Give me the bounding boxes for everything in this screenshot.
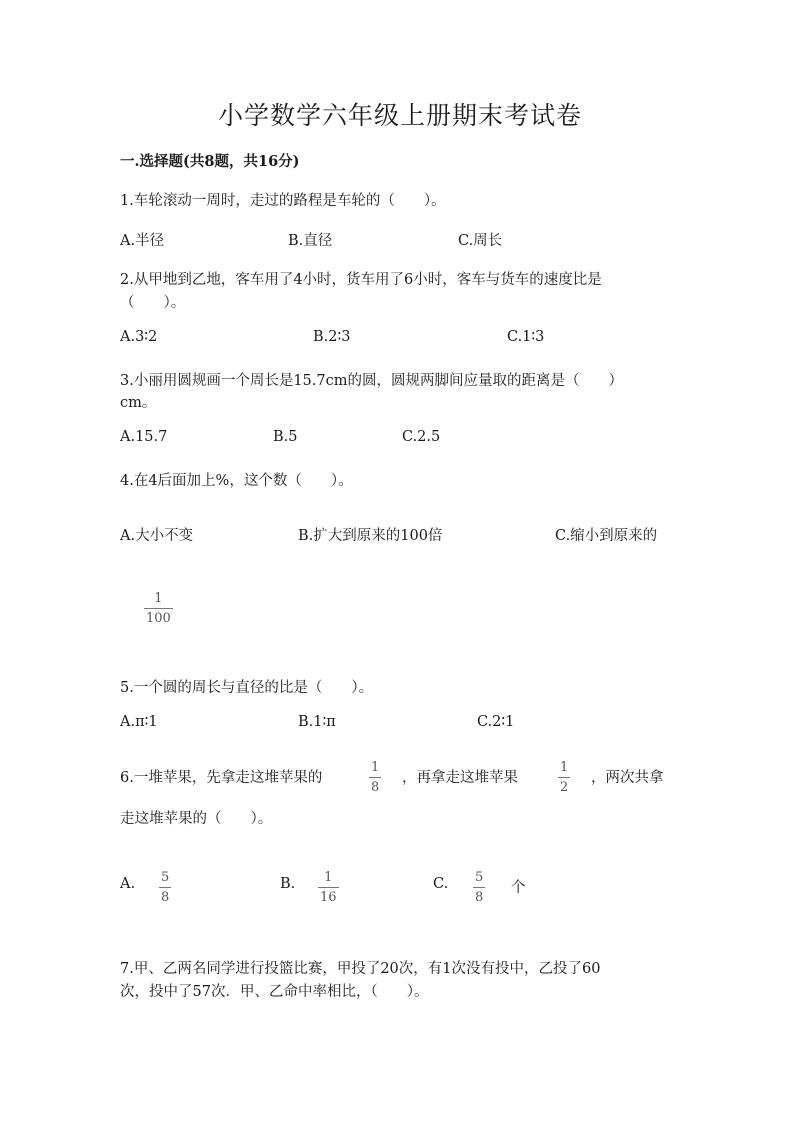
fraction-denominator: 8 (371, 780, 380, 795)
question-6-option-b: B. (280, 876, 296, 892)
question-1-option-b: B.直径 (288, 233, 333, 249)
question-7-stem-line1: 7.甲、乙两名同学进行投篮比赛，甲投了20次，有1次没有投中，乙投了60 (120, 961, 601, 977)
question-3-option-a: A.15.7 (120, 429, 168, 445)
question-6-option-a-fraction (159, 871, 171, 904)
fraction-numerator: 1 (371, 760, 380, 775)
question-5-option-b: B.1∶π (298, 714, 336, 730)
fraction-numerator: 1 (560, 760, 569, 775)
fraction-denominator: 2 (560, 780, 569, 795)
question-2-stem-line2: （ ）。 (120, 295, 186, 311)
question-3-option-c: C.2.5 (402, 429, 441, 445)
question-6-option-c: C. (433, 876, 449, 892)
question-6-option-c-fraction (473, 871, 485, 904)
question-2-option-b: B.2∶3 (313, 329, 351, 345)
question-4-stem: 4.在4后面加上%，这个数（ ）。 (120, 473, 353, 489)
question-5-option-a: A.π∶1 (120, 714, 158, 730)
fraction-numerator: 5 (475, 870, 484, 885)
question-2-option-c: C.1∶3 (507, 329, 545, 345)
question-6-option-c-suffix: 个 (511, 880, 526, 896)
question-6-option-b-fraction (318, 871, 339, 904)
question-5-option-c: C.2∶1 (477, 714, 515, 730)
fraction-denominator: 8 (161, 890, 170, 905)
question-2-option-a: A.3∶2 (120, 329, 158, 345)
fraction-numerator: 1 (154, 591, 163, 606)
fraction-denominator: 8 (475, 890, 484, 905)
question-4-option-b: B.扩大到原来的100倍 (298, 528, 443, 544)
section-heading: 一.选择题(共8题，共16分) (120, 153, 300, 170)
question-4-option-a: A.大小不变 (120, 528, 194, 544)
question-4-option-c: C.缩小到原来的 (555, 528, 658, 544)
fraction-numerator: 5 (161, 870, 170, 885)
question-1-option-a: A.半径 (120, 233, 165, 249)
fraction-numerator: 1 (324, 870, 333, 885)
question-6-fraction-2 (558, 761, 570, 794)
question-7-stem-line2: 次，投中了57次．甲、乙命中率相比，（ ）。 (120, 984, 429, 1000)
question-6-stem-line2: 走这堆苹果的（ ）。 (120, 811, 273, 827)
question-3-stem-line1: 3.小丽用圆规画一个周长是15.7cm的圆，圆规两脚间应量取的距离是（ ） (120, 373, 623, 389)
question-2-stem-line1: 2.从甲地到乙地，客车用了4小时，货车用了6小时，客车与货车的速度比是 (120, 272, 602, 288)
question-6-stem-part1: 6.一堆苹果，先拿走这堆苹果的 (120, 770, 323, 786)
question-3-stem-line2: cm。 (120, 395, 157, 411)
question-4-fraction (144, 592, 173, 625)
question-1-option-c: C.周长 (458, 233, 503, 249)
question-6-stem-part2: ，再拿走这堆苹果 (402, 770, 518, 786)
question-6-option-a: A. (120, 876, 136, 892)
question-3-option-b: B.5 (273, 429, 298, 445)
question-1-stem: 1.车轮滚动一周时，走过的路程是车轮的（ ）。 (120, 193, 446, 209)
page-title: 小学数学六年级上册期末考试卷 (217, 101, 582, 130)
fraction-denominator: 100 (146, 611, 171, 626)
fraction-denominator: 16 (320, 890, 337, 905)
question-5-stem: 5.一个圆的周长与直径的比是（ ）。 (120, 680, 374, 696)
question-6-stem-part3: ，两次共拿 (591, 770, 664, 786)
question-6-fraction-1 (369, 761, 381, 794)
